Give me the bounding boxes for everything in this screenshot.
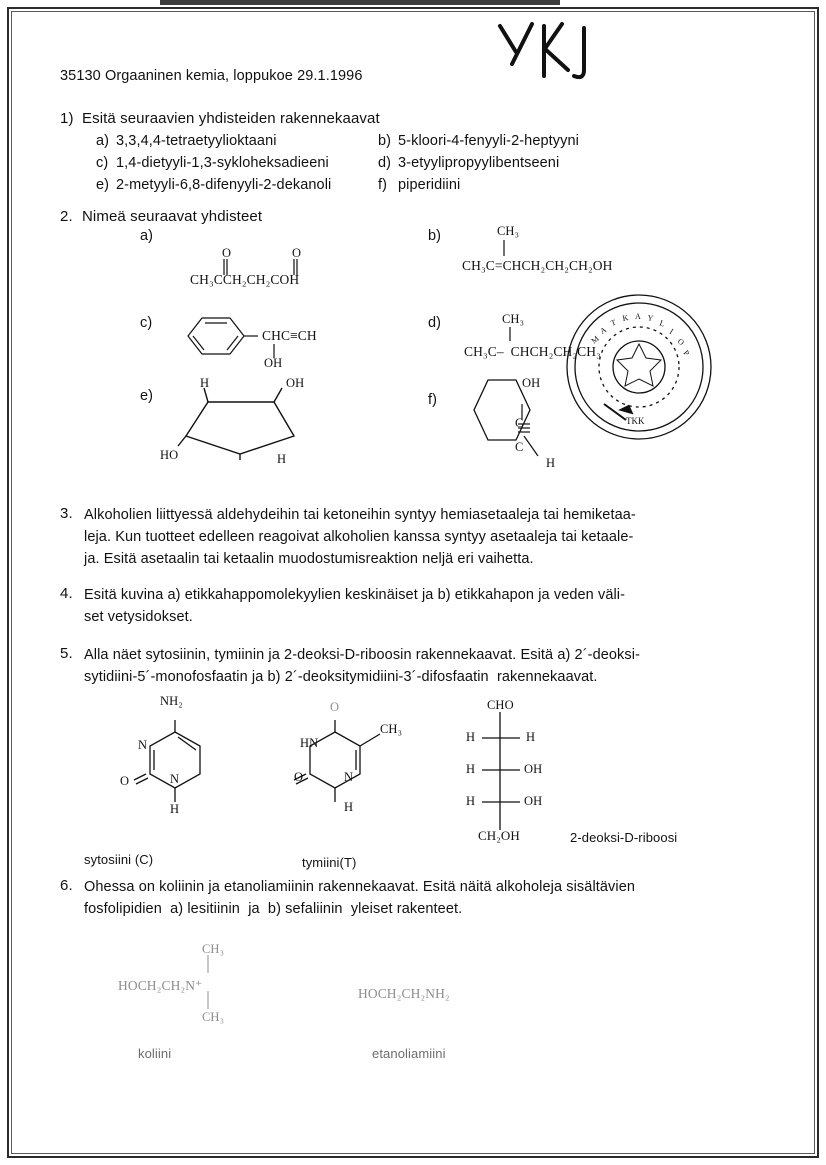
svg-text:K: K <box>621 313 630 323</box>
q2f-carbon-1: C <box>515 416 524 430</box>
q1-item-c-text: 1,4-dietyyli-1,3-sykloheksadieeni <box>116 155 329 171</box>
cytosine-n-bottom: N <box>170 772 180 786</box>
svg-text:L: L <box>658 318 666 329</box>
q2-label-e: e) <box>140 388 154 404</box>
q1-item-c-key: c) <box>96 155 109 171</box>
ribose-row2-right: OH <box>524 762 543 776</box>
q1-item-b-key: b) <box>378 133 392 149</box>
cytosine-oxygen: O <box>120 774 130 788</box>
svg-text:A: A <box>598 325 609 336</box>
university-stamp <box>564 292 714 442</box>
q2f-hydrogen: H <box>546 456 556 470</box>
q2a-formula: CH₃CCH₂CH₂COH <box>190 272 300 287</box>
q2d-bond <box>506 327 526 345</box>
cytosine-amino-label: NH₂ <box>160 694 183 708</box>
q1-item-d-key: d) <box>378 155 392 171</box>
svg-text:Y: Y <box>646 313 654 323</box>
q1-number: 1) <box>60 110 74 127</box>
thymine-n: N <box>344 770 354 784</box>
handwritten-mark <box>492 18 612 88</box>
q6-line-1: Ohessa on koliinin ja etanoliamiinin rakennekaavat. Esitä näitä alkoholeja sisältävien <box>84 879 636 895</box>
q1-item-d-text: 3-etyylipropyylibentseeni <box>398 155 560 171</box>
q2e-h-top: H <box>200 376 210 390</box>
q2e-ho-left: HO <box>160 448 179 462</box>
q2b-formula: CH₃C=CHCH₂CH₂CH₂OH <box>462 258 613 273</box>
ribose-row1-left: H <box>466 730 476 744</box>
q1-item-f-text: piperidiini <box>398 177 461 193</box>
q6-number: 6. <box>60 877 73 894</box>
svg-text:I: I <box>668 326 675 337</box>
q1-item-b-text: 5-kloori-4-fenyyli-2-heptyyni <box>398 133 579 149</box>
q2a-oxygen-1: O <box>222 246 232 260</box>
choline-formula: HOCH₂CH₂N⁺ <box>118 978 203 993</box>
svg-text:P: P <box>681 348 692 358</box>
ribose-row2-left: H <box>466 762 476 776</box>
choline-caption: koliini <box>138 1046 172 1061</box>
thymine-hydrogen: H <box>344 800 354 814</box>
q2e-oh-top: OH <box>286 376 305 390</box>
q1-item-e-text: 2-metyyli-6,8-difenyyli-2-dekanoli <box>116 177 332 193</box>
thymine-top-o: O <box>330 700 340 714</box>
ribose-bottom: CH₂OH <box>478 828 520 843</box>
q2f-hydroxyl: OH <box>522 376 541 390</box>
q1-item-f-key: f) <box>378 177 388 193</box>
cytosine-caption: sytosiini (C) <box>84 852 154 867</box>
q3-number: 3. <box>60 505 73 522</box>
q2f-alkyne <box>508 400 568 470</box>
q2-label-b: b) <box>428 228 442 244</box>
cytosine-structure <box>130 710 240 820</box>
choline-methyl-bottom: CH₃ <box>202 1010 225 1024</box>
q1-item-e-key: e) <box>96 177 110 193</box>
ethanolamine-caption: etanoliamiini <box>372 1046 446 1061</box>
q2-number: 2. <box>60 208 73 225</box>
q5-line-1: Alla näet sytosiinin, tymiinin ja 2-deoksi-D-riboosin rakennekaavat. Esitä a) 2´-deoksi- <box>84 647 641 663</box>
svg-text:M: M <box>589 334 601 346</box>
choline-bonds <box>200 955 230 1015</box>
thymine-hn: HN <box>300 736 319 750</box>
q5-line-2: sytidiini-5´-monofosfaatin ja b) 2´-deoksitymidiini-3´-difosfaatin rakennekaavat. <box>84 669 598 685</box>
q1-prompt: Esitä seuraavien yhdisteiden rakennekaavat <box>82 110 380 127</box>
q4-line-1: Esitä kuvina a) etikkahappomolekyylien keskinäiset ja b) etikkahapon ja veden väli- <box>84 587 626 603</box>
q2e-h-bottom: H <box>277 452 287 466</box>
thymine-methyl: CH₃ <box>380 722 403 736</box>
q2b-methyl-top: CH₃ <box>497 224 520 238</box>
q1-item-a-key: a) <box>96 133 110 149</box>
ethanolamine-formula: HOCH₂CH₂NH₂ <box>358 986 450 1001</box>
q2-prompt: Nimeä seuraavat yhdisteet <box>82 208 263 225</box>
q2-label-a: a) <box>140 228 154 244</box>
thymine-caption: tymiini(T) <box>302 855 357 870</box>
q2d-formula: CH₃C– CHCH₂CH₂CH₃ <box>464 344 601 359</box>
q2b-bond <box>500 240 520 260</box>
q2-label-c: c) <box>140 315 153 331</box>
q2-label-d: d) <box>428 315 442 331</box>
q2c-hydroxyl: OH <box>264 356 283 370</box>
q2f-carbon-2: C <box>515 440 524 454</box>
svg-text:T: T <box>609 317 618 328</box>
q3-line-2: leja. Kun tuotteet edelleen reagoivat alkoholien kanssa syntyy asetaaleja tai ketaale- <box>84 529 634 545</box>
svg-text:O: O <box>675 336 686 348</box>
ribose-row3-right: OH <box>524 794 543 808</box>
ribose-row1-right: H <box>526 730 536 744</box>
ribose-structure <box>466 712 576 842</box>
q2e-ring <box>178 388 308 458</box>
q2a-oxygen-2: O <box>292 246 302 260</box>
q2c-benzene-ring <box>188 312 258 360</box>
q2d-methyl-top: CH₃ <box>502 312 525 326</box>
q3-line-3: ja. Esitä asetaalin tai ketaalin muodostumisreaktion neljä eri vaihetta. <box>84 551 534 567</box>
svg-text:TKK: TKK <box>626 416 645 426</box>
q4-number: 4. <box>60 585 73 602</box>
q4-line-2: set vetysidokset. <box>84 609 193 625</box>
q2-label-f: f) <box>428 392 438 408</box>
page-title: 35130 Orgaaninen kemia, loppukoe 29.1.1996 <box>60 68 363 84</box>
choline-methyl-top: CH₃ <box>202 942 225 956</box>
q3-line-1: Alkoholien liittyessä aldehydeihin tai ketoneihin syntyy hemiasetaaleja tai hemiketaa- <box>84 507 636 523</box>
svg-text:A: A <box>635 312 641 321</box>
q6-line-2: fosfolipidien a) lesitiinin ja b) sefaliinin yleiset rakenteet. <box>84 901 463 917</box>
cytosine-hydrogen: H <box>170 802 180 816</box>
q2c-chain: CHC≡CH <box>262 328 317 343</box>
thymine-oxygen: O <box>294 770 304 784</box>
cytosine-n-left: N <box>138 738 148 752</box>
ribose-cho: CHO <box>487 698 514 712</box>
q1-item-a-text: 3,3,4,4-tetraetyylioktaani <box>116 133 277 149</box>
ribose-row3-left: H <box>466 794 476 808</box>
ribose-caption: 2-deoksi-D-riboosi <box>570 830 678 845</box>
q5-number: 5. <box>60 645 73 662</box>
